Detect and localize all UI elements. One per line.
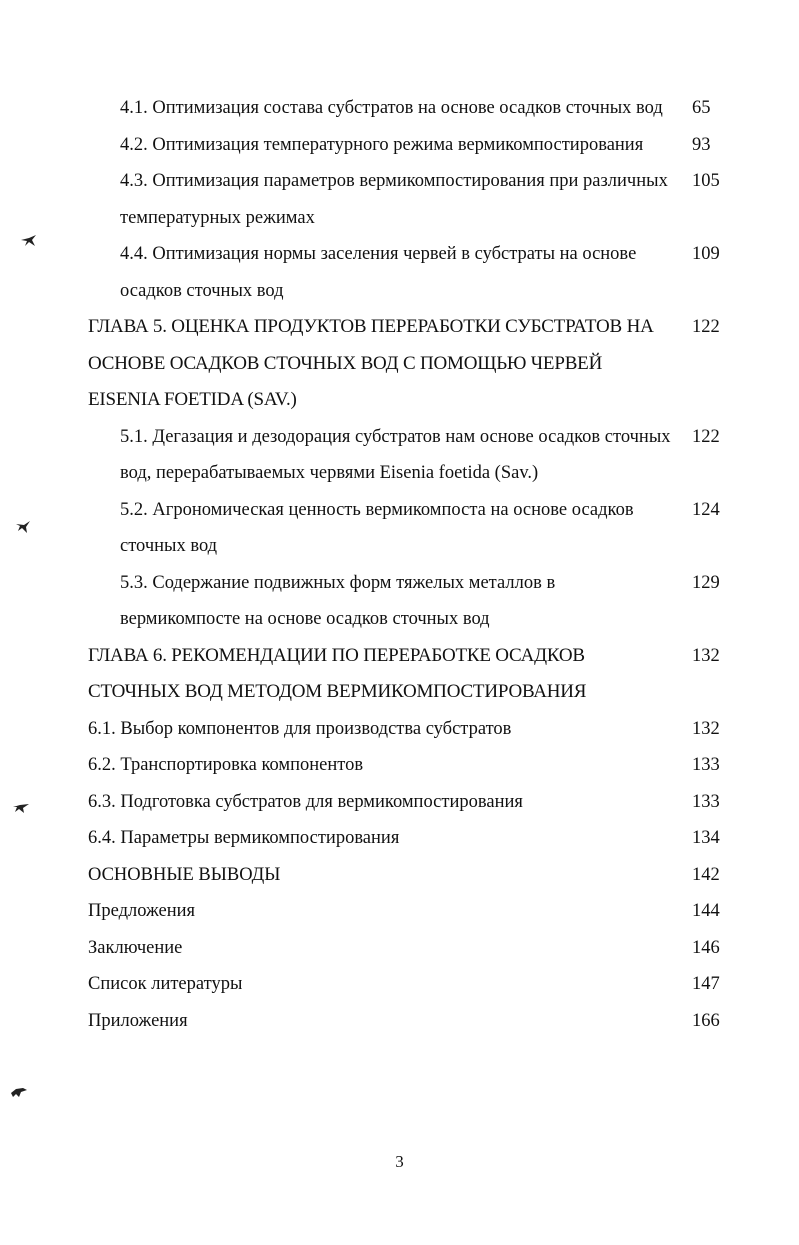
toc-entry-4-3 xyxy=(88,163,728,236)
toc-entry-title: Приложения xyxy=(88,1010,188,1031)
toc-entry-page: 134 xyxy=(692,828,720,848)
toc-entry-title: 4.3. Оптимизация параметров вермикомпостирования при различных температурных режимах xyxy=(120,171,668,228)
toc-entry-4-4 xyxy=(88,236,728,309)
toc-entry-page: 146 xyxy=(692,937,720,958)
toc-entry-page: 132 xyxy=(692,645,720,666)
toc-entry-page: 124 xyxy=(692,499,720,520)
toc-entry-title: 5.2. Агрономическая ценность вермикомпоста на основе осадков сточных вод xyxy=(120,499,634,556)
toc-entry-page: 93 xyxy=(692,134,711,155)
toc-entry-page: 109 xyxy=(692,244,720,264)
toc-entry-title: ГЛАВА 6. РЕКОМЕНДАЦИИ ПО ПЕРЕРАБОТКЕ ОСАДКОВ СТОЧНЫХ ВОД МЕТОДОМ ВЕРМИКОМПОСТИРОВАНИЯ xyxy=(88,644,587,702)
toc-entry-6-2 xyxy=(88,747,728,784)
toc-entry-title: Заключение xyxy=(88,937,183,958)
toc-entry-5-3 xyxy=(88,565,728,638)
scan-artifact-icon xyxy=(20,234,38,248)
scan-artifact-icon xyxy=(10,1085,28,1099)
toc-entry-proposals xyxy=(88,893,728,930)
toc-entry-main-conclusions xyxy=(88,857,728,894)
toc-entry-title: 5.1. Дегазация и дезодорация субстратов нам основе осадков сточных вод, перерабатываемых червями Eisenia foetida (Sav.) xyxy=(120,426,671,483)
toc-entry-title: ГЛАВА 5. ОЦЕНКА ПРОДУКТОВ ПЕРЕРАБОТКИ СУБСТРАТОВ НА ОСНОВЕ ОСАДКОВ СТОЧНЫХ ВОД С ПОМОЩЬЮ ЧЕРВЕЙ EISENIA FOETIDA (SAV.) xyxy=(88,316,654,410)
toc-entry-chapter-5 xyxy=(88,309,728,419)
toc-entry-title: 6.1. Выбор компонентов для производства субстратов xyxy=(88,718,512,739)
toc-entry-title: 6.3. Подготовка субстратов для вермикомпостирования xyxy=(88,791,523,812)
page-number: 3 xyxy=(395,1152,404,1171)
scan-artifact-icon xyxy=(14,520,32,534)
toc-entry-title: Предложения xyxy=(88,901,196,921)
toc-entry-conclusion xyxy=(88,930,728,967)
toc-entry-5-2 xyxy=(88,492,728,565)
toc-entry-title: 4.4. Оптимизация нормы заселения червей в субстраты на основе осадков сточных вод xyxy=(120,244,637,301)
toc-entry-title: Список литературы xyxy=(88,974,243,994)
table-of-contents xyxy=(88,90,728,1039)
toc-entry-title: 4.2. Оптимизация температурного режима вермикомпостирования xyxy=(120,134,644,155)
toc-entry-page: 105 xyxy=(692,171,720,191)
toc-entry-appendices xyxy=(88,1003,728,1040)
toc-entry-page: 133 xyxy=(692,791,720,812)
toc-entry-title: 6.4. Параметры вермикомпостирования xyxy=(88,828,400,848)
toc-entry-page: 147 xyxy=(692,974,720,994)
toc-entry-4-1 xyxy=(88,90,728,127)
toc-entry-title: ОСНОВНЫЕ ВЫВОДЫ xyxy=(88,864,281,885)
toc-entry-page: 166 xyxy=(692,1010,720,1031)
toc-entry-title: 4.1. Оптимизация состава субстратов на основе осадков сточных вод xyxy=(120,98,663,118)
toc-entry-6-4 xyxy=(88,820,728,857)
toc-entry-chapter-6 xyxy=(88,638,728,711)
toc-entry-page: 122 xyxy=(692,426,720,447)
toc-entry-page: 133 xyxy=(692,755,720,775)
toc-entry-references xyxy=(88,966,728,1003)
toc-entry-title: 6.2. Транспортировка компонентов xyxy=(88,755,364,775)
toc-entry-4-2 xyxy=(88,127,728,164)
toc-entry-page: 65 xyxy=(692,98,711,118)
toc-entry-6-1 xyxy=(88,711,728,748)
toc-entry-5-1 xyxy=(88,419,728,492)
toc-entry-page: 132 xyxy=(692,718,720,739)
toc-entry-page: 144 xyxy=(692,901,720,921)
toc-entry-page: 142 xyxy=(692,864,720,885)
toc-entry-6-3 xyxy=(88,784,728,821)
toc-entry-page: 122 xyxy=(692,317,720,337)
toc-entry-page: 129 xyxy=(692,572,720,593)
scan-artifact-icon xyxy=(12,800,30,814)
toc-entry-title: 5.3. Содержание подвижных форм тяжелых металлов в вермикомпосте на основе осадков сточных вод xyxy=(120,572,556,629)
